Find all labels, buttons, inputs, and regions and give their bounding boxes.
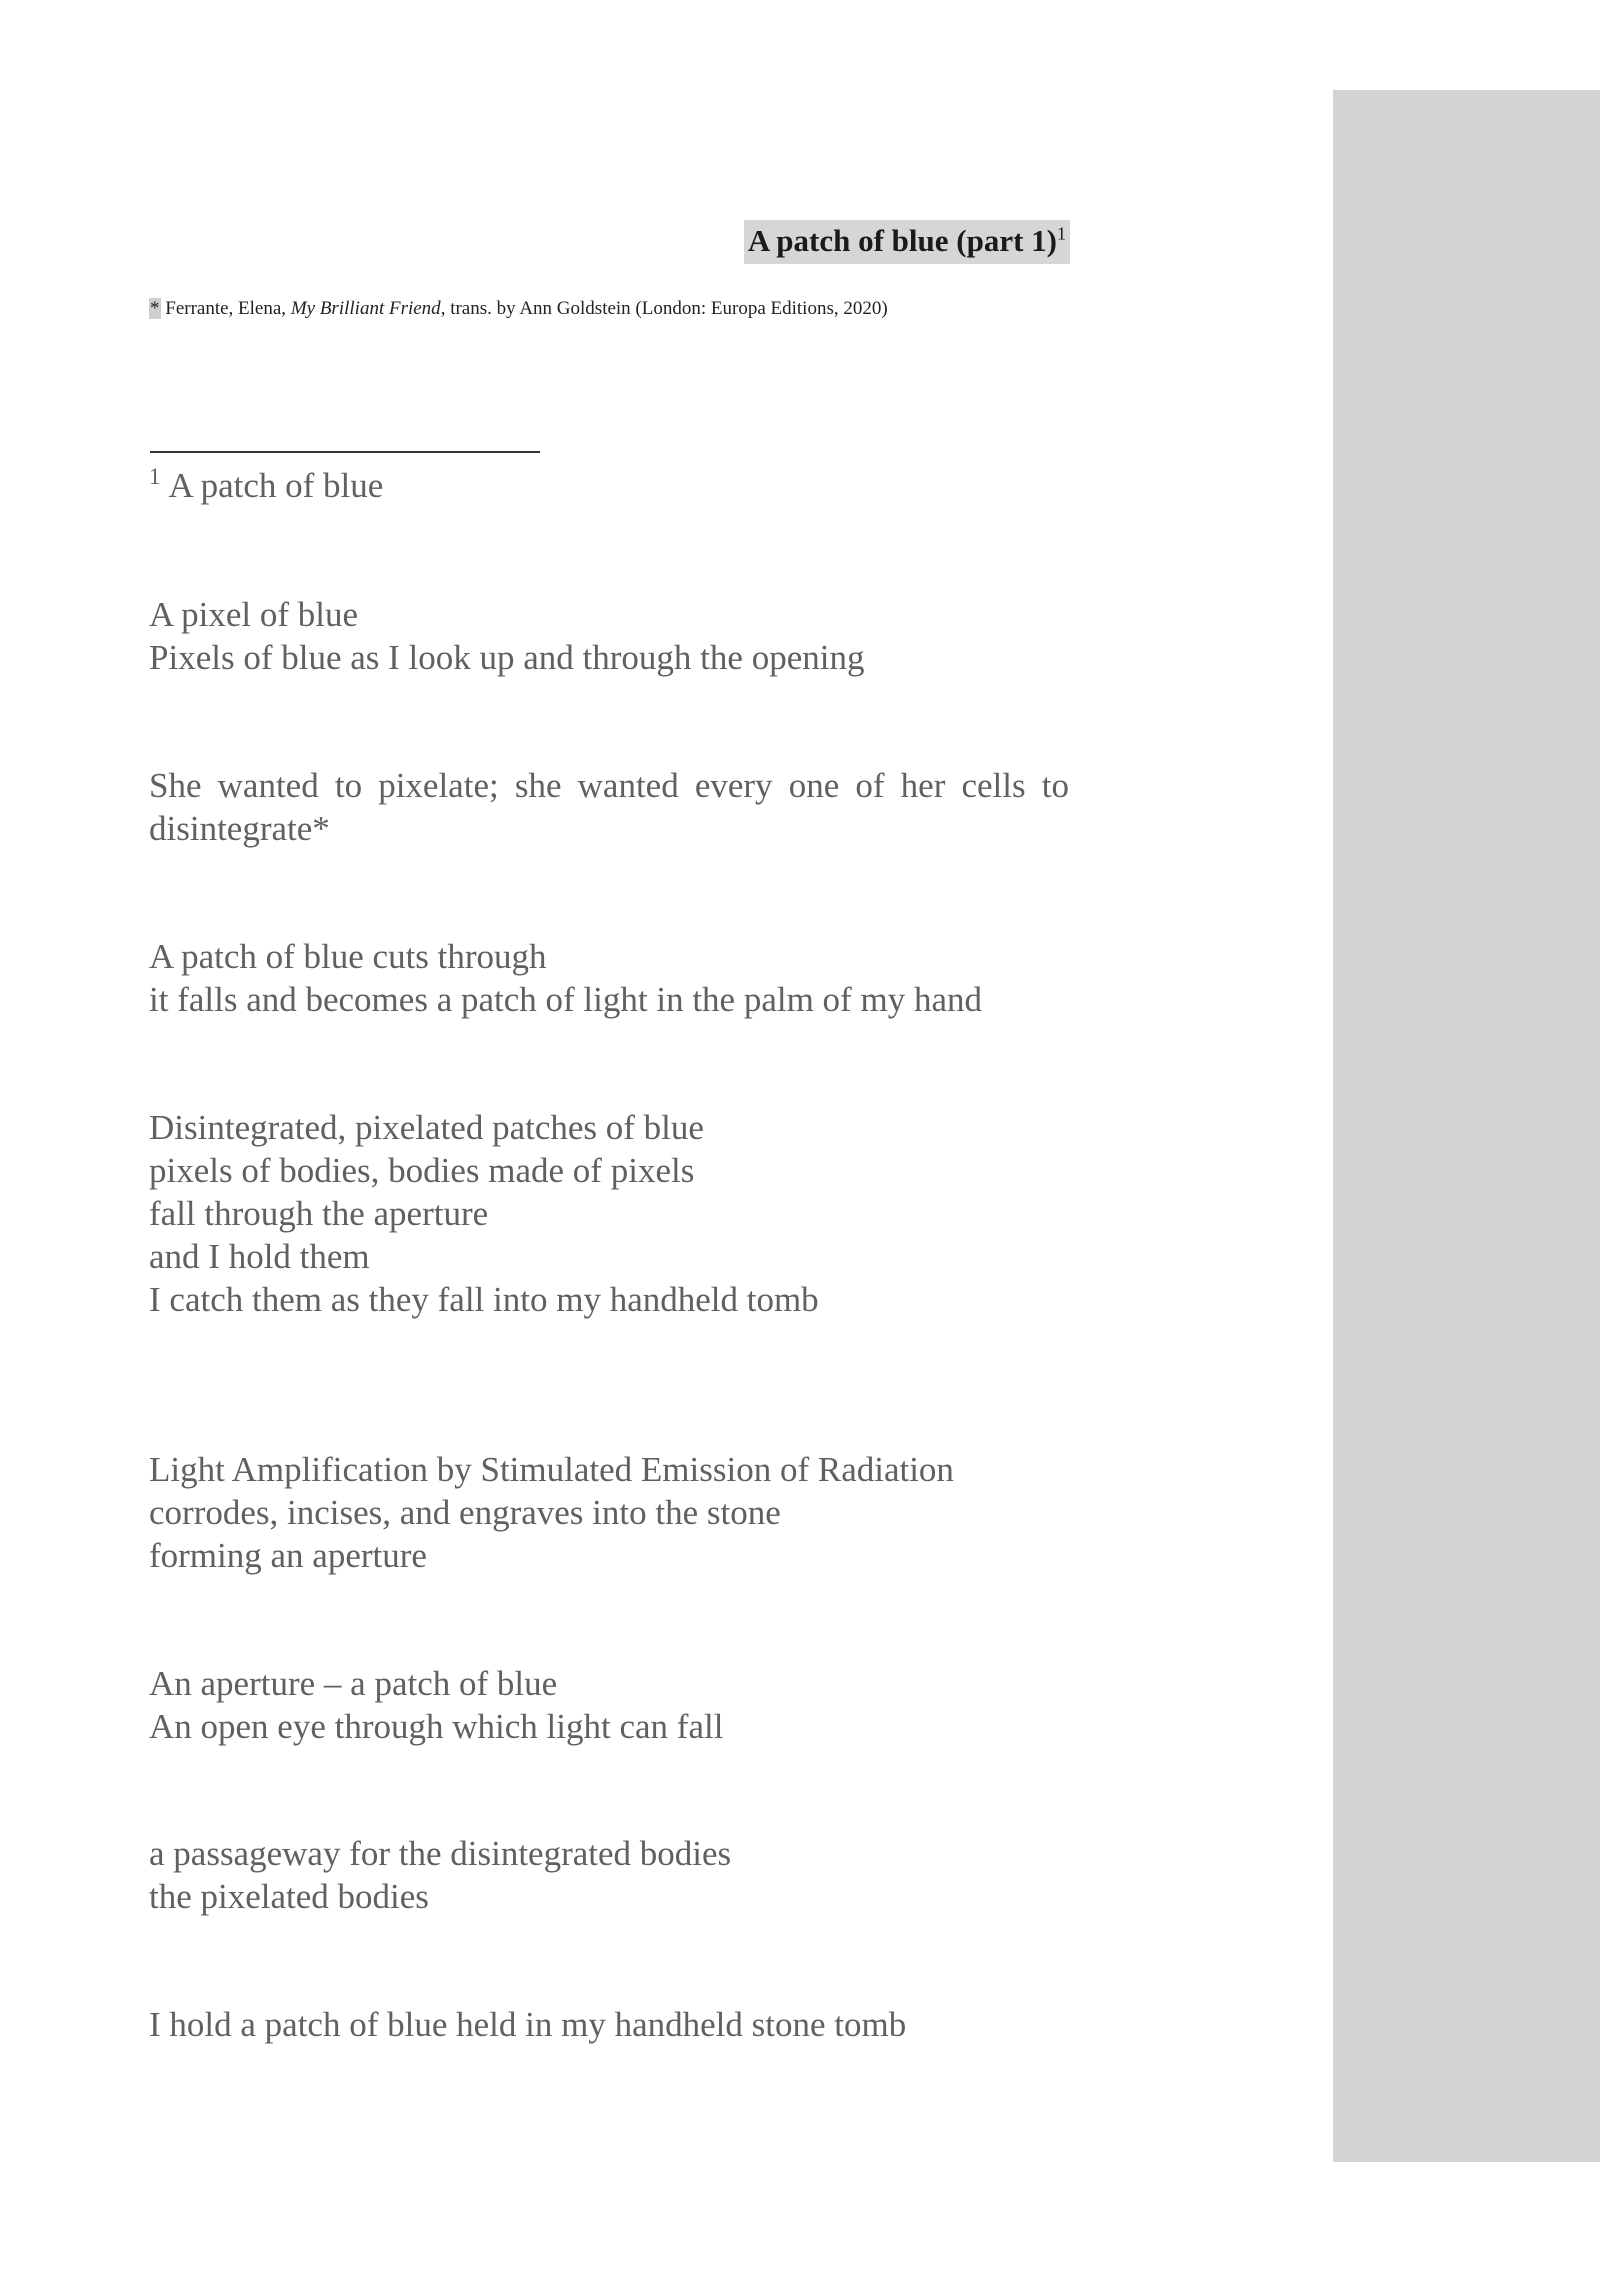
poem-line: it falls and becomes a patch of light in the palm of my hand [149, 980, 982, 1019]
poem-line: corrodes, incises, and engraves into the stone [149, 1493, 781, 1532]
poem-line: disintegrate* [149, 809, 330, 848]
title-text: A patch of blue (part 1) [747, 223, 1057, 258]
footnote [149, 464, 1069, 507]
stanza [149, 1832, 1069, 1918]
poem-line: and I hold them [149, 1237, 370, 1276]
poem-line: I hold a patch of blue held in my handheld stone tomb [149, 2005, 907, 2044]
citation-details: , trans. by Ann Goldstein (London: Europa Editions, 2020) [440, 298, 888, 319]
footnote-number: 1 [149, 464, 161, 490]
poem-line: A pixel of blue [149, 595, 358, 634]
stanza [149, 935, 1069, 1021]
poem-line: Pixels of blue as I look up and through the opening [149, 638, 865, 677]
citation-author: Ferrante, Elena, [160, 298, 291, 319]
poem-line: She wanted to pixelate; she wanted every one of her cells to [149, 766, 1069, 805]
citation-book-title: My Brilliant Friend [290, 298, 441, 319]
footnote-text: A patch of blue [168, 466, 384, 505]
side-panel [1333, 90, 1600, 2162]
poem-line: A patch of blue cuts through [149, 937, 547, 976]
poem-line: the pixelated bodies [149, 1877, 429, 1916]
stanza [149, 1106, 1069, 1321]
poem-line: Disintegrated, pixelated patches of blue [149, 1108, 704, 1147]
poem-line: An open eye through which light can fall [149, 1707, 724, 1746]
stanza [149, 593, 1069, 679]
stanza [149, 764, 1069, 850]
poem-line: An aperture – a patch of blue [149, 1664, 558, 1703]
poem-line: fall through the aperture [149, 1194, 489, 1233]
stanza [149, 2003, 1069, 2046]
title-footnote-ref: 1 [1057, 223, 1066, 244]
poem-line: I catch them as they fall into my handheld tomb [149, 1280, 819, 1319]
stanza [149, 1662, 1069, 1748]
citation-marker: * [150, 298, 160, 319]
page-title [744, 220, 1070, 264]
poem-line: Light Amplification by Stimulated Emission of Radiation [149, 1450, 954, 1489]
poem-line: pixels of bodies, bodies made of pixels [149, 1151, 695, 1190]
citation [149, 296, 888, 322]
poem-line: forming an aperture [149, 1536, 427, 1575]
stanza [149, 1448, 1069, 1577]
poem-line: a passageway for the disintegrated bodies [149, 1834, 732, 1873]
footnote-divider [150, 451, 540, 453]
